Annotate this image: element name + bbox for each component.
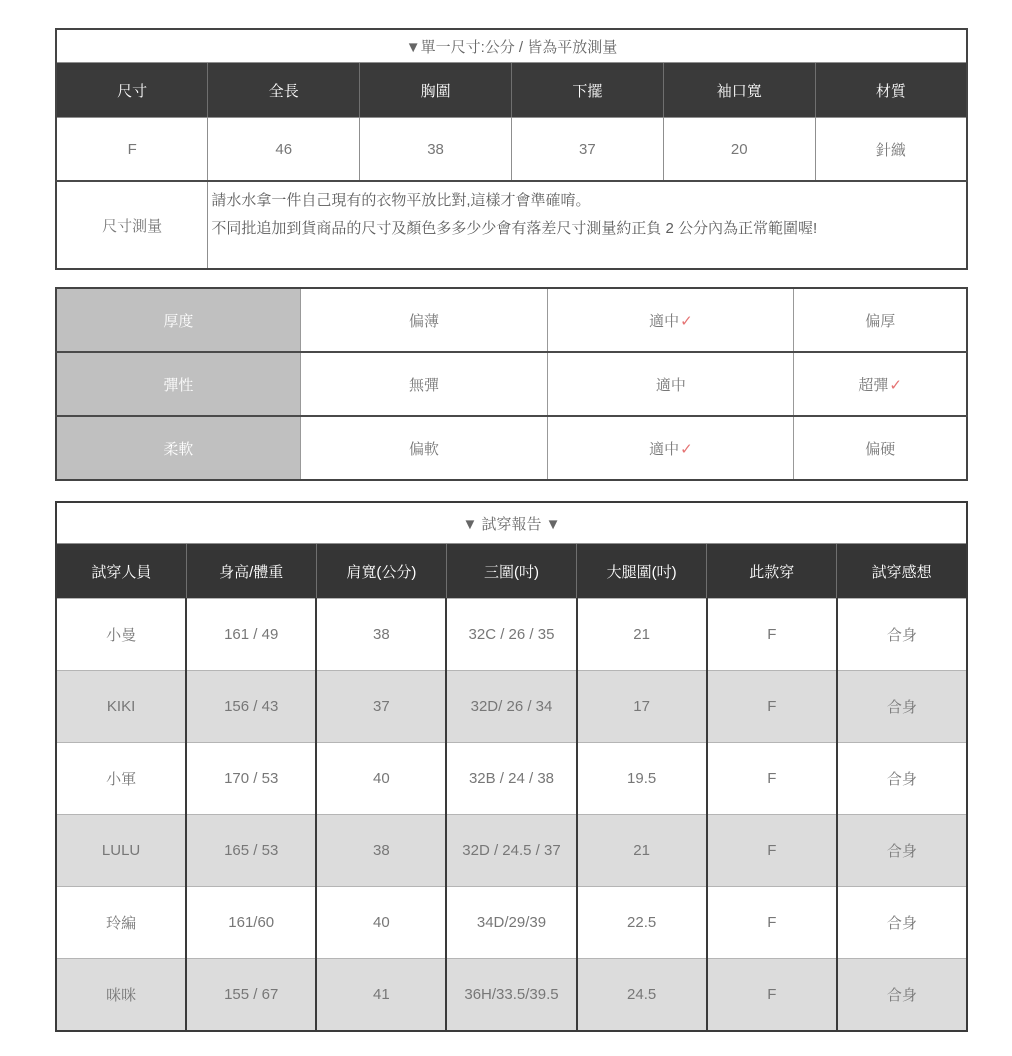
fitting-col-header: 試穿感想 <box>837 544 967 599</box>
size-col-header: 全長 <box>208 63 360 118</box>
fitting-cell: 161/60 <box>186 887 316 959</box>
attr-option-cell <box>300 416 548 480</box>
fitting-cell: 41 <box>316 959 446 1032</box>
table-row <box>56 352 967 416</box>
size-table-header-row <box>56 63 967 118</box>
fitting-cell: 合身 <box>837 815 967 887</box>
fitting-person-cell: 小軍 <box>56 743 186 815</box>
fitting-cell: 170 / 53 <box>186 743 316 815</box>
fitting-cell: 32C / 26 / 35 <box>446 599 576 671</box>
attr-option-text: 偏軟 <box>409 440 440 458</box>
size-value-cell: 20 <box>663 118 815 182</box>
fitting-cell: 34D/29/39 <box>446 887 576 959</box>
size-note-row <box>56 181 967 269</box>
fitting-cell: 24.5 <box>577 959 707 1032</box>
fitting-cell: 165 / 53 <box>186 815 316 887</box>
fitting-cell: 合身 <box>837 887 967 959</box>
size-value-cell: 38 <box>360 118 512 182</box>
fitting-cell: F <box>707 959 837 1032</box>
table-row <box>56 815 967 887</box>
fitting-title-row <box>56 502 967 544</box>
fitting-cell: 40 <box>316 743 446 815</box>
size-col-header: 胸圍 <box>360 63 512 118</box>
size-value-cell: 37 <box>511 118 663 182</box>
attr-option-cell <box>548 416 794 480</box>
fitting-cell: 37 <box>316 671 446 743</box>
fitting-cell: 32B / 24 / 38 <box>446 743 576 815</box>
fitting-cell: 40 <box>316 887 446 959</box>
size-col-header: 下擺 <box>511 63 663 118</box>
size-value-cell: 46 <box>208 118 360 182</box>
fitting-col-header: 三圍(吋) <box>446 544 576 599</box>
attr-option-text: 適中 <box>649 312 680 330</box>
fitting-cell: 19.5 <box>577 743 707 815</box>
check-icon: ✓ <box>889 376 902 394</box>
fitting-header-row <box>56 544 967 599</box>
fabric-attributes-table <box>55 287 968 481</box>
fitting-table-title: ▼ 試穿報告 ▼ <box>56 502 967 544</box>
fitting-col-header: 肩寬(公分) <box>316 544 446 599</box>
size-table-title: ▼單一尺寸:公分 / 皆為平放測量 <box>56 29 967 63</box>
size-value-cell: F <box>56 118 208 182</box>
size-col-header: 材質 <box>815 63 967 118</box>
fitting-col-header: 此款穿 <box>707 544 837 599</box>
fitting-person-cell: LULU <box>56 815 186 887</box>
fitting-col-header: 大腿圍(吋) <box>577 544 707 599</box>
fitting-cell: 合身 <box>837 743 967 815</box>
fitting-cell: 156 / 43 <box>186 671 316 743</box>
table-row <box>56 887 967 959</box>
size-chart-page <box>55 28 968 1032</box>
check-icon: ✓ <box>680 312 693 330</box>
size-note-line-1: 請水水拿一件自己現有的衣物平放比對,這樣才會準確唷。 <box>211 192 591 209</box>
fitting-cell: 155 / 67 <box>186 959 316 1032</box>
attr-option-text: 偏硬 <box>865 440 896 458</box>
attr-row-label: 彈性 <box>56 352 300 416</box>
fitting-cell: 合身 <box>837 959 967 1032</box>
fitting-cell: 32D/ 26 / 34 <box>446 671 576 743</box>
attr-option-text: 無彈 <box>409 376 440 394</box>
fitting-cell: F <box>707 887 837 959</box>
attr-option-cell <box>794 352 967 416</box>
attr-option-cell <box>794 416 967 480</box>
fitting-person-cell: 小曼 <box>56 599 186 671</box>
fitting-person-cell: 玲編 <box>56 887 186 959</box>
fitting-cell: 38 <box>316 815 446 887</box>
size-col-header: 尺寸 <box>56 63 208 118</box>
fitting-col-header: 身高/體重 <box>186 544 316 599</box>
attr-option-cell <box>794 288 967 352</box>
attr-option-cell <box>548 352 794 416</box>
fitting-cell: 17 <box>577 671 707 743</box>
table-row <box>56 599 967 671</box>
size-col-header: 袖口寬 <box>663 63 815 118</box>
size-note-label: 尺寸測量 <box>56 181 208 269</box>
fitting-cell: F <box>707 671 837 743</box>
fitting-cell: 36H/33.5/39.5 <box>446 959 576 1032</box>
fitting-cell: 161 / 49 <box>186 599 316 671</box>
table-row <box>56 959 967 1032</box>
size-value-cell: 針織 <box>815 118 967 182</box>
attr-option-text: 適中 <box>649 440 680 458</box>
fitting-cell: 合身 <box>837 671 967 743</box>
attr-option-text: 偏薄 <box>409 312 440 330</box>
fitting-report-table <box>55 501 968 1032</box>
size-table <box>55 28 968 270</box>
fitting-col-header: 試穿人員 <box>56 544 186 599</box>
fitting-cell: 21 <box>577 599 707 671</box>
attr-option-cell <box>548 288 794 352</box>
attr-option-text: 適中 <box>655 376 686 394</box>
fitting-person-cell: KIKI <box>56 671 186 743</box>
fitting-cell: 合身 <box>837 599 967 671</box>
fitting-person-cell: 咪咪 <box>56 959 186 1032</box>
fitting-cell: 38 <box>316 599 446 671</box>
table-row <box>56 671 967 743</box>
size-note-line-2: 不同批追加到貨商品的尺寸及顏色多多少少會有落差尺寸測量約正負 2 公分內為正常範圍喔! <box>211 220 818 237</box>
fitting-cell: 22.5 <box>577 887 707 959</box>
fitting-cell: F <box>707 815 837 887</box>
attr-option-cell <box>300 352 548 416</box>
table-row <box>56 288 967 352</box>
table-row <box>56 416 967 480</box>
fitting-cell: 32D / 24.5 / 37 <box>446 815 576 887</box>
table-row <box>56 743 967 815</box>
size-table-value-row <box>56 118 967 182</box>
fitting-cell: 21 <box>577 815 707 887</box>
attr-row-label: 柔軟 <box>56 416 300 480</box>
attr-row-label: 厚度 <box>56 288 300 352</box>
attr-option-text: 超彈 <box>858 376 889 394</box>
check-icon: ✓ <box>680 440 693 458</box>
attr-option-text: 偏厚 <box>865 312 896 330</box>
size-note-text <box>208 181 967 269</box>
fitting-cell: F <box>707 599 837 671</box>
size-table-title-row <box>56 29 967 63</box>
attr-option-cell <box>300 288 548 352</box>
fitting-cell: F <box>707 743 837 815</box>
